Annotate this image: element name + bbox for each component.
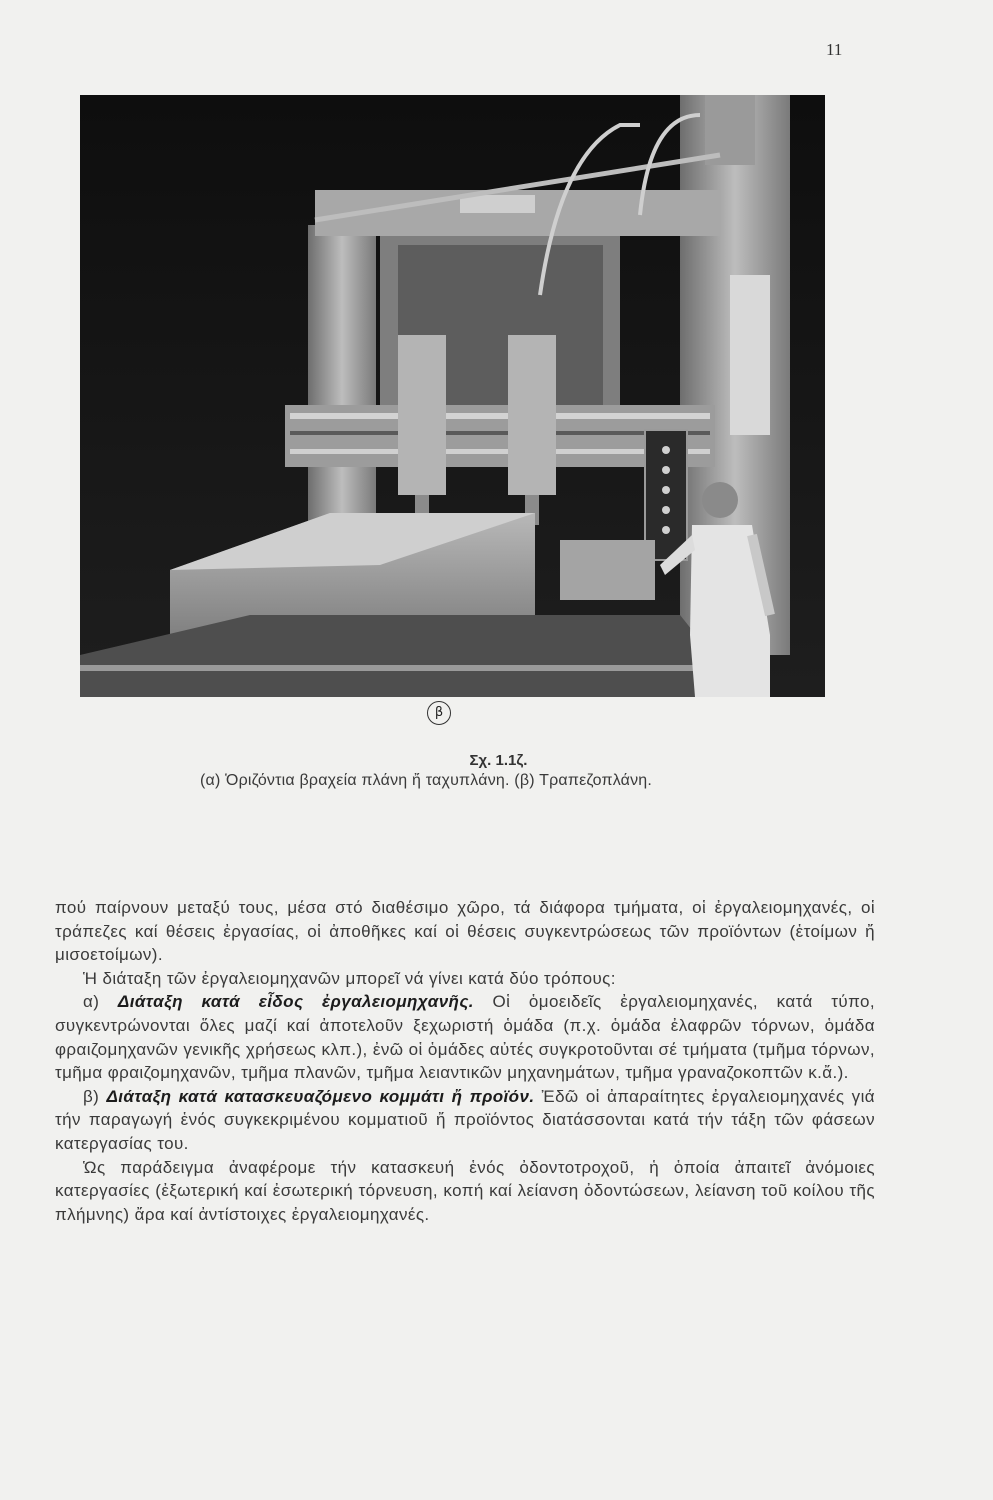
body-text: [55, 896, 875, 1226]
section-heading-a: Διάταξη κατά εἶδος ἐργαλειομηχανῆς.: [117, 992, 474, 1012]
paragraph-4: [55, 1085, 875, 1156]
figure-photo: [80, 95, 825, 697]
list-marker-a: α): [83, 992, 118, 1012]
paragraph-4-text: Ἐδῶ οἱ ἀπαραίτητες ἐργαλειομηχανές γιά τήν παραγωγή ἑνός συγκεκριμένου κομματιοῦ ἤ προϊόντος διατάσσονται κατά τήν τάξη τῶν φάσεων κατεργασίας του.: [55, 1086, 875, 1153]
figure-label: Σχ. 1.1ζ.: [469, 752, 528, 769]
paragraph-5: Ὡς παράδειγμα ἀναφέρομε τήν κατασκευή ἑνός ὀδοντοτροχοῦ, ἡ ὁποία ἀπαιτεῖ ἀνόμοιες κατεργασίες (ἐξωτερική καί ἐσωτερική τόρνευση, κοπή καί λείανση ὀδοντώσεων, λείανση τοῦ κοίλου τῆς πλήμνης) ἄρα καί ἀντίστοιχες ἐργαλειομηχανές.: [55, 1157, 875, 1224]
paragraph-2: Ἡ διάταξη τῶν ἐργαλειομηχανῶν μπορεῖ νά γίνει κατά δύο τρόπους:: [83, 968, 616, 988]
paragraph-3-text: Οἱ ὁμοειδεῖς ἐργαλειομηχανές, κατά τύπο, συγκεντρώνονται ὅλες μαζί καί ἀποτελοῦν ξεχωριστή ὁμάδα (π.χ. ὁμάδα ἐλαφρῶν τόρνων, ὁμάδα φραιζομηχανῶν γενικῆς χρήσεως κλπ.), ἐνῶ οἱ ὁμάδες αὐτές συγκροτοῦνται σέ τμήματα (τμῆμα τόρνων, τμῆμα φραιζομηχανῶν, τμῆμα πλανῶν, τμῆμα λειαντικῶν μηχανημάτων, τμῆμα γραναζοκοπτῶν κ.ἄ.).: [55, 992, 875, 1083]
figure-caption: (α) Ὁριζόντια βραχεία πλάνη ἤ ταχυπλάνη. (β) Τραπεζοπλάνη.: [200, 772, 653, 789]
paragraph-1: πού παίρνουν μεταξύ τους, μέσα στό διαθέσιμο χῶρο, τά διάφορα τμήματα, οἱ ἐργαλειομηχανές, οἱ τράπεζες καί θέσεις ἐργασίας, οἱ ἀποθῆκες καί οἱ θέσεις συγκεντρώσεως τῶν προϊόντων (ἑτοίμων ἤ μισοετοίμων).: [55, 898, 875, 965]
paragraph-3: [55, 990, 875, 1084]
figure-panel-marker: β: [427, 701, 451, 725]
page-number: 11: [826, 40, 843, 59]
list-marker-b: β): [83, 1086, 107, 1106]
section-heading-b: Διάταξη κατά κατασκευαζόμενο κομμάτι ἤ προϊόν.: [106, 1086, 535, 1106]
planer-machine-illustration: [80, 95, 825, 697]
